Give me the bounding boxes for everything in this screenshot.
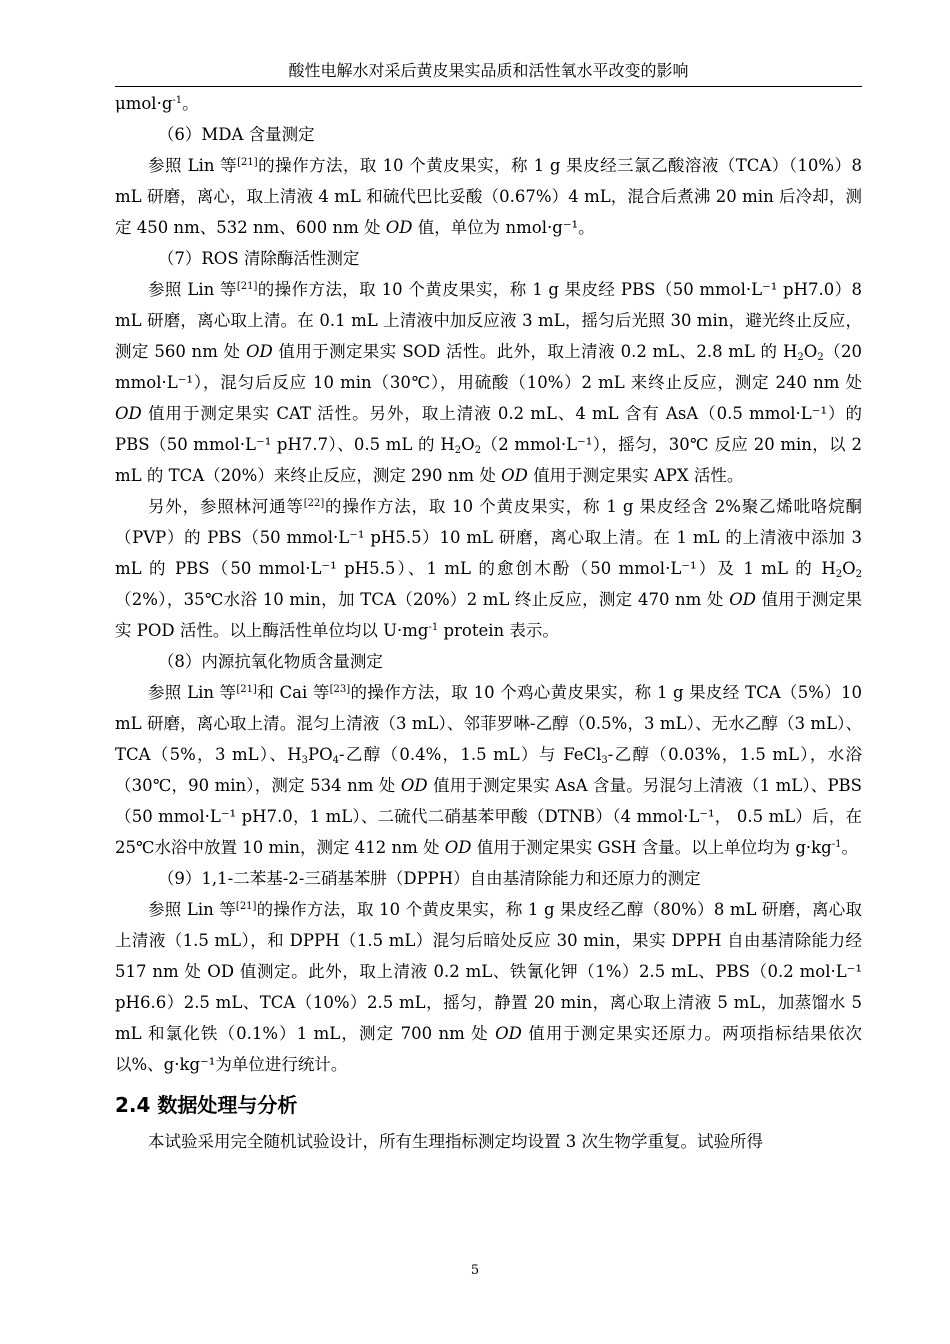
running-header: 酸性电解水对采后黄皮果实品质和活性氧水平改变的影响 [288,61,689,80]
citation: [21] [237,157,258,168]
paragraph-pod: 另外，参照林河通等[22]的操作方法，取 10 个黄皮果实，称 1 g 果皮经含 2%聚乙烯吡咯烷酮（PVP）的 PBS（50 mmol·L⁻¹ pH5.5）10 mL 研磨，离心取上清。在 1 mL 的上清液中添加 3 mL 的 PBS（50 mmol·L⁻¹ pH5.5）、1 mL 的愈创木酚（50 mmol·L⁻¹）及 1 mL 的 $H_2O_2(2\%)$，35℃水浴 10 min，加 TCA（20%）2 mL 终止反应，测定 470 nm 处 OD 值用于测定果实 POD 活性。以上酶活性单位均以 $U\cdot mg^{-1}$ protein 表示。 [115,497,863,640]
page-body [115,88,862,1157]
paragraph-unit-tail: $\mu mol\cdot g^{-1}$。 [115,94,199,113]
paragraph-mda: 参照 Lin 等[21]的操作方法，取 10 个黄皮果实，称 1 g 果皮经三氯乙酸溶液（TCA）（10%）8 mL 研磨，离心，取上清液 4 mL 和硫代巴比妥酸（0.67%）4 mL，混合后煮沸 20 min 后冷却，测定 450 nm、532 nm、600 nm 处 OD 值，单位为 nmol·g⁻¹。 [115,156,862,237]
paragraph-data-analysis: 本试验采用完全随机试验设计，所有生理指标测定均设置 3 次生物学重复。试验所得 [148,1132,763,1151]
paragraph-antioxidant: 参照 Lin 等[21]和 Cai 等[23]的操作方法，取 10 个鸡心黄皮果实，称 1 g 果皮经 TCA（5%）10 mL 研磨，离心取上清。混匀上清液（3 mL）、邻菲罗啉-乙醇（0.5%，3 mL）、无水乙醇（3 mL）、TCA（5%，3 mL）、$H_3PO_4-$乙醇（0.4%，1.5 mL）与 FeCl$_3$-乙醇（0.03%，1.5 mL），水浴（30℃，90 min），测定 534 nm 处 OD 值用于测定果实 AsA 含量。另混匀上清液（1 mL）、PBS（50 mmol·L⁻¹ pH7.0，1 mL）、二硫代二硝基苯甲酸（DTNB）（4 mmol·L⁻¹， 0.5 mL）后，在 25℃水浴中放置 10 min，测定 412 nm 处 OD 值用于测定果实 GSH 含量。以上单位均为 $g\cdot kg^{-1}$。 [115,683,863,857]
citation: [21] [236,684,257,695]
header-rule [115,86,862,87]
citation: [21] [235,901,257,912]
heading-antioxidant: （8）内源抗氧化物质含量测定 [157,652,383,671]
heading-ros: （7）ROS 清除酶活性测定 [157,249,360,268]
page-number: 5 [470,1263,480,1278]
paragraph-dpph: 参照 Lin 等[21]的操作方法，取 10 个黄皮果实，称 1 g 果皮经乙醇（80%）8 mL 研磨，离心取上清液（1.5 mL），和 DPPH（1.5 mL）混匀后暗处反应 30 min，果实 DPPH 自由基清除能力经 517 nm 处 OD 值测定。此外，取上清液 0.2 mL、铁氰化钾（1%）2.5 mL、PBS（0.2 mol·L⁻¹ pH6.6）2.5 mL、TCA（10%）2.5 mL，摇匀，静置 20 min，离心取上清液 5 mL，加蒸馏水 5 mL 和氯化铁（0.1%）1 mL，测定 700 nm 处 OD 值用于测定果实还原力。两项指标结果依次以%、g·kg⁻¹为单位进行统计。 [115,900,862,1074]
citation: [21] [236,281,258,292]
heading-mda: （6）MDA 含量测定 [157,125,315,144]
section-heading-2-4: 2.4 数据处理与分析 [115,1093,298,1117]
heading-dpph: （9）1,1-二苯基-2-三硝基苯肼（DPPH）自由基清除能力和还原力的测定 [157,869,701,888]
paragraph-ros: 参照 Lin 等[21]的操作方法，取 10 个黄皮果实，称 1 g 果皮经 PBS（50 mmol·L⁻¹ pH7.0）8 mL 研磨，离心取上清。在 0.1 mL 上清液中加反应液 3 mL，摇匀后光照 30 min，避光终止反应，测定 560 nm 处 OD 值用于测定果实 SOD 活性。此外，取上清液 0.2 mL、2.8 mL 的 $H_2O_2(20$ mmol·L⁻¹），混匀后反应 10 min（30℃），用硫酸（10%）2 mL 来终止反应，测定 240 nm 处 OD 值用于测定果实 CAT 活性。另外，取上清液 0.2 mL、4 mL 含有 AsA（0.5 mmol·L⁻¹）的 PBS（50 mmol·L⁻¹ pH7.7）、0.5 mL 的 $H_2O_2(2$ mmol·L⁻¹），摇匀，30℃ 反应 20 min，以 2 mL 的 TCA（20%）来终止反应，测定 290 nm 处 OD 值用于测定果实 APX 活性。 [115,280,863,485]
citation: [23] [329,684,351,695]
citation: [22] [303,498,325,509]
